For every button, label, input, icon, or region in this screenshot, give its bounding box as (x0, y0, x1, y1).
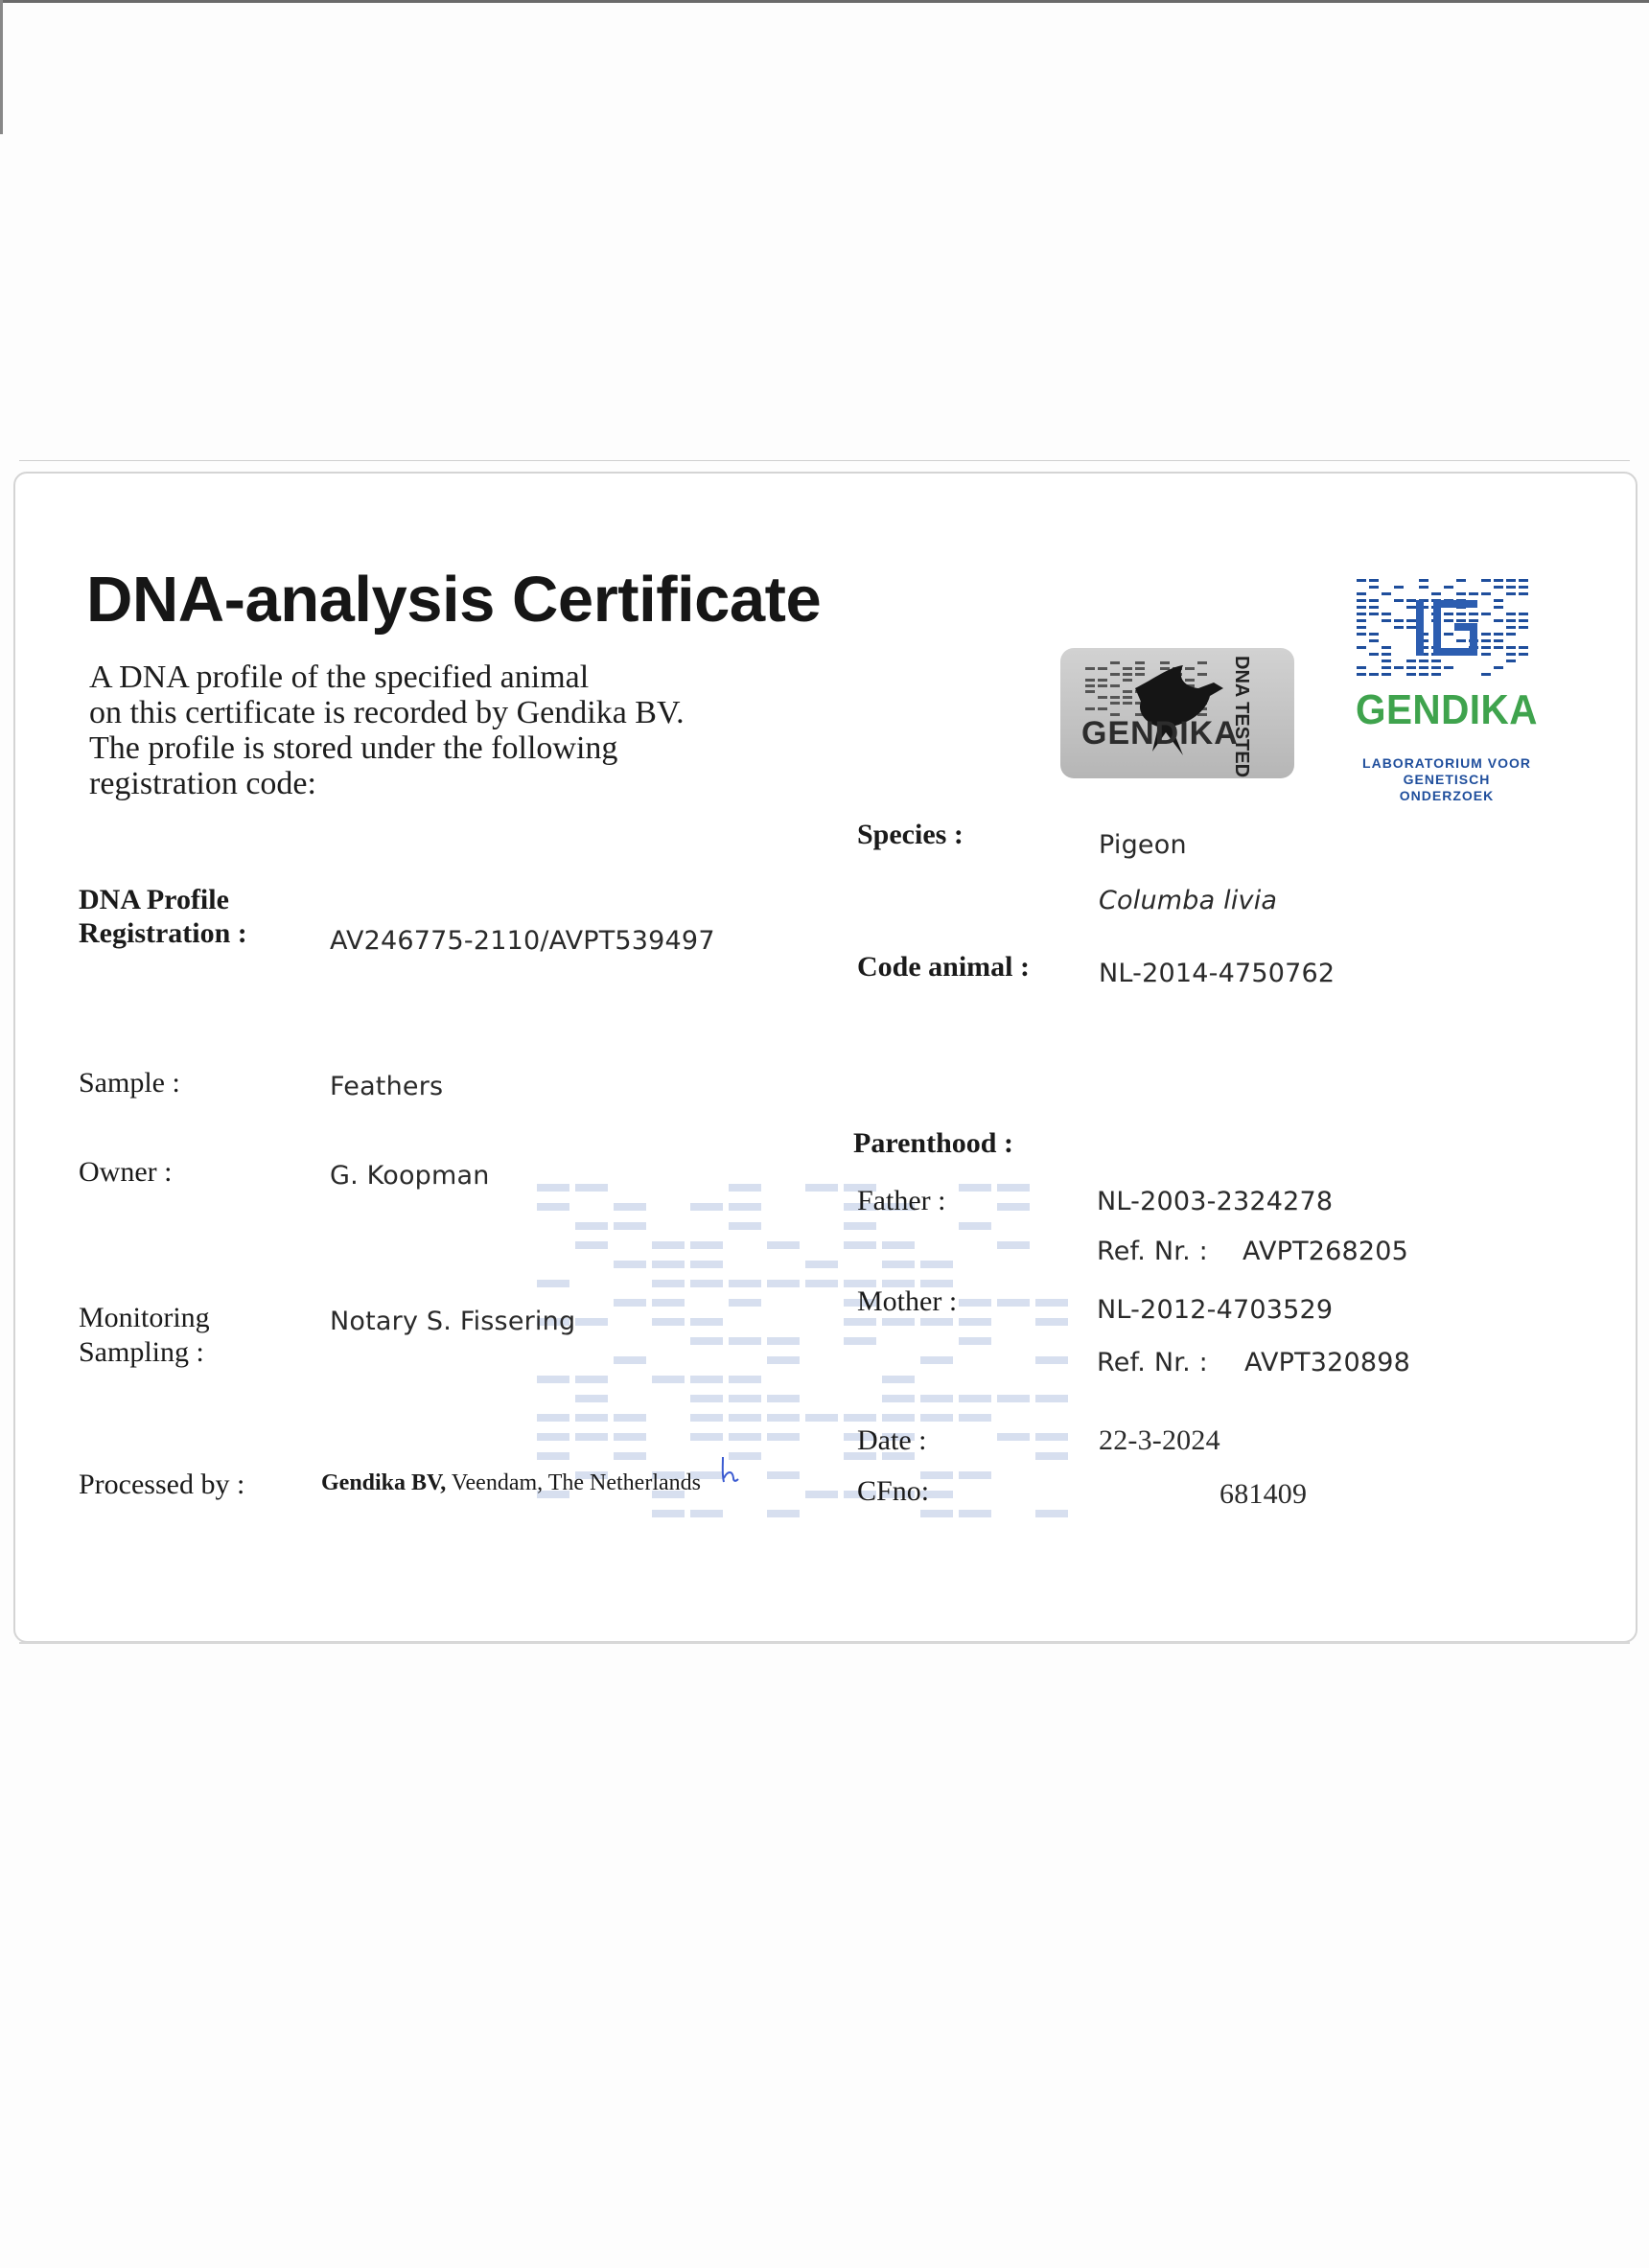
registration-label-line1: DNA Profile (79, 884, 229, 915)
certificate-title: DNA-analysis Certificate (86, 564, 822, 636)
registration-value: AV246775-2110/AVPT539497 (330, 926, 715, 956)
processed-value (321, 1470, 701, 1496)
monitoring-label-line1: Monitoring (79, 1302, 210, 1333)
cfno-value: 681409 (1219, 1478, 1308, 1510)
owner-value: G. Koopman (330, 1161, 490, 1191)
species-common-value: Pigeon (1099, 830, 1187, 860)
monitoring-value: Notary S. Fissering (330, 1307, 576, 1336)
intro-line: The profile is stored under the following (89, 730, 618, 766)
card-top-edge (19, 460, 1630, 461)
date-value: 22-3-2024 (1099, 1424, 1220, 1456)
sample-value: Feathers (330, 1072, 444, 1101)
father-label: Father : (857, 1185, 946, 1216)
date-label: Date : (857, 1424, 927, 1456)
gendika-logo-subtitle (1358, 755, 1536, 804)
dna-tested-badge (1060, 648, 1294, 778)
registration-label-line2: Registration : (79, 917, 247, 949)
badge-brand-name: GENDIKA (1081, 715, 1239, 752)
card-bottom-edge (19, 1642, 1630, 1644)
sample-label: Sample : (79, 1067, 180, 1099)
scan-top-edge (0, 0, 1649, 3)
monitoring-label-line2: Sampling : (79, 1336, 204, 1368)
logo-subtitle-line1: LABORATORIUM VOOR (1362, 755, 1531, 771)
species-latin-value: Columba livia (1099, 886, 1278, 915)
mother-ref-label: Ref. Nr. : (1097, 1348, 1208, 1377)
species-label: Species : (857, 819, 964, 850)
father-ref-label: Ref. Nr. : (1097, 1237, 1208, 1266)
certificate-intro (89, 660, 741, 801)
intro-line: on this certificate is recorded by Gendika BV. (89, 695, 685, 730)
father-value: NL-2003-2324278 (1097, 1187, 1334, 1216)
scan-left-edge (0, 0, 3, 134)
processed-location: Veendam, The Netherlands (446, 1470, 701, 1495)
gendika-logo-name: GENDIKA (1356, 686, 1538, 733)
cfno-label: CFno: (857, 1475, 930, 1507)
mother-value: NL-2012-4703529 (1097, 1295, 1334, 1325)
code-animal-value: NL-2014-4750762 (1099, 959, 1335, 988)
handwritten-initial-mark (719, 1455, 744, 1484)
parenthood-label: Parenthood : (853, 1127, 1013, 1159)
mother-ref-value: AVPT320898 (1244, 1348, 1411, 1377)
mother-label: Mother : (857, 1285, 958, 1317)
badge-tested-text: DNA TESTED (1231, 656, 1252, 778)
father-ref-value: AVPT268205 (1243, 1237, 1409, 1266)
owner-label: Owner : (79, 1156, 173, 1188)
processed-label: Processed by : (79, 1469, 245, 1500)
logo-subtitle-line2: GENETISCH ONDERZOEK (1399, 772, 1495, 803)
processed-company: Gendika BV, (321, 1470, 447, 1495)
gendika-logo-mark (1357, 579, 1529, 679)
code-animal-label: Code animal : (857, 951, 1030, 983)
intro-line: registration code: (89, 766, 316, 801)
intro-line: A DNA profile of the specified animal (89, 660, 590, 695)
